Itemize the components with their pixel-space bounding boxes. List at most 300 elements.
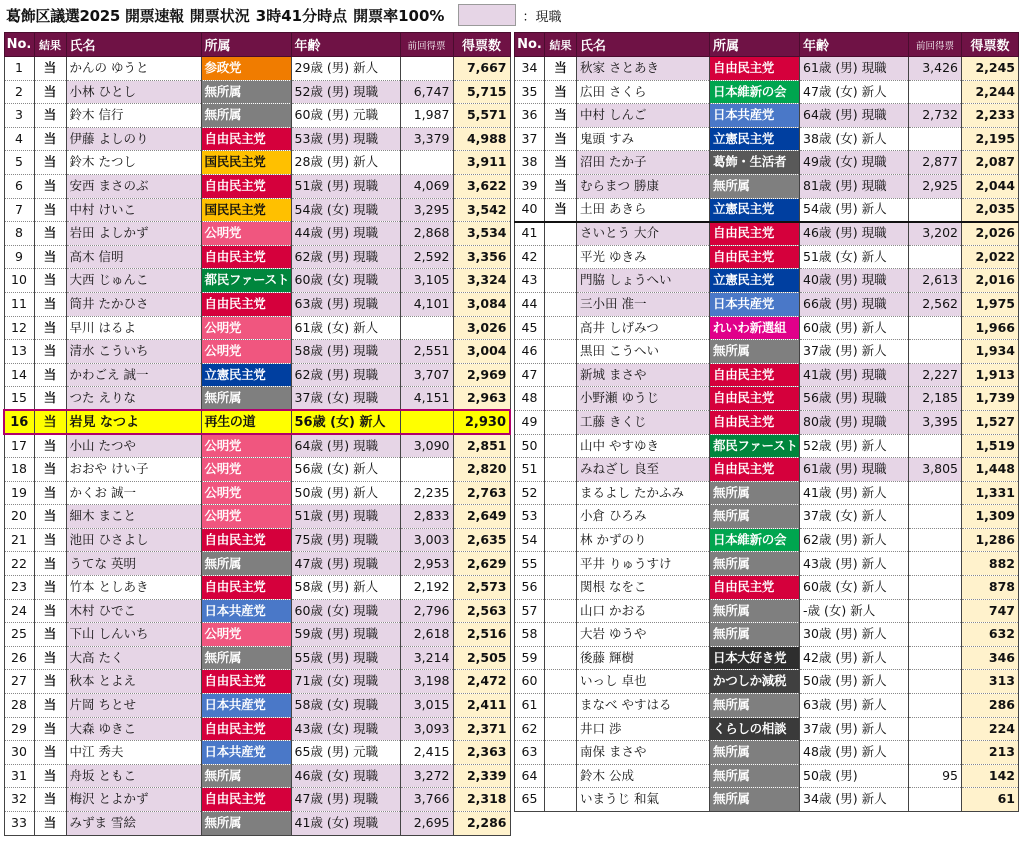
party-label: 自由民主党 bbox=[201, 788, 291, 812]
vote-count: 346 bbox=[962, 646, 1019, 670]
result-mark: 当 bbox=[34, 576, 66, 600]
candidate-row bbox=[515, 528, 1019, 552]
candidate-row bbox=[4, 646, 510, 670]
results-table-right bbox=[514, 32, 1019, 812]
vote-count: 313 bbox=[962, 670, 1019, 694]
age-status: 52歳 (男) 新人 bbox=[800, 434, 909, 458]
candidate-name: 後藤 輝樹 bbox=[577, 646, 710, 670]
previous-votes: 4,069 bbox=[400, 174, 453, 198]
candidate-row bbox=[4, 80, 510, 104]
candidate-row bbox=[4, 694, 510, 718]
candidate-row bbox=[515, 410, 1019, 434]
row-number: 6 bbox=[4, 174, 34, 198]
row-number: 39 bbox=[515, 174, 545, 198]
result-mark bbox=[545, 292, 577, 316]
vote-count: 878 bbox=[962, 576, 1019, 600]
row-number: 59 bbox=[515, 646, 545, 670]
previous-votes bbox=[909, 552, 962, 576]
candidate-row bbox=[515, 340, 1019, 364]
result-mark: 当 bbox=[545, 104, 577, 128]
candidate-row bbox=[515, 623, 1019, 647]
party-label: 日本共産党 bbox=[201, 741, 291, 765]
row-number: 58 bbox=[515, 623, 545, 647]
candidate-name: かくお 誠一 bbox=[66, 481, 201, 505]
result-mark: 当 bbox=[34, 694, 66, 718]
vote-count: 2,371 bbox=[453, 717, 510, 741]
result-mark: 当 bbox=[34, 670, 66, 694]
candidate-name: 高木 信明 bbox=[66, 245, 201, 269]
candidate-name: 鬼頭 すみ bbox=[577, 127, 710, 151]
candidate-name: 小倉 ひろみ bbox=[577, 505, 710, 529]
candidate-name: 木村 ひでこ bbox=[66, 599, 201, 623]
party-label: 無所属 bbox=[710, 340, 800, 364]
row-number: 49 bbox=[515, 410, 545, 434]
age-status: 51歳 (男) 現職 bbox=[291, 174, 400, 198]
row-number: 41 bbox=[515, 222, 545, 246]
age-status: 60歳 (女) 新人 bbox=[800, 576, 909, 600]
result-mark bbox=[545, 646, 577, 670]
previous-votes: 3,707 bbox=[400, 363, 453, 387]
candidate-name: 大高 たく bbox=[66, 646, 201, 670]
party-label: 無所属 bbox=[710, 694, 800, 718]
age-status: 47歳 (男) 現職 bbox=[291, 788, 400, 812]
col-age: 年齢 bbox=[800, 33, 909, 57]
report-header bbox=[0, 0, 1024, 30]
previous-votes bbox=[909, 245, 962, 269]
candidate-name: 土田 あきら bbox=[577, 198, 710, 222]
candidate-name: 工藤 きくじ bbox=[577, 410, 710, 434]
party-label: 公明党 bbox=[201, 222, 291, 246]
vote-count: 747 bbox=[962, 599, 1019, 623]
party-label: 自由民主党 bbox=[201, 127, 291, 151]
candidate-name: 秋本 とよえ bbox=[66, 670, 201, 694]
party-label: 立憲民主党 bbox=[710, 269, 800, 293]
vote-count: 2,245 bbox=[962, 57, 1019, 81]
age-status: 43歳 (女) 現職 bbox=[291, 717, 400, 741]
row-number: 23 bbox=[4, 576, 34, 600]
party-label: 日本共産党 bbox=[201, 599, 291, 623]
candidate-row bbox=[4, 57, 510, 81]
candidate-row bbox=[515, 458, 1019, 482]
candidate-row bbox=[515, 481, 1019, 505]
previous-votes: 2,618 bbox=[400, 623, 453, 647]
candidate-row bbox=[4, 410, 510, 434]
party-label: 自由民主党 bbox=[710, 576, 800, 600]
party-label: 立憲民主党 bbox=[710, 198, 800, 222]
candidate-row bbox=[515, 245, 1019, 269]
row-number: 42 bbox=[515, 245, 545, 269]
result-mark bbox=[545, 717, 577, 741]
age-status: 62歳 (男) 現職 bbox=[291, 245, 400, 269]
party-label: 無所属 bbox=[710, 174, 800, 198]
candidate-name: 伊藤 よしのり bbox=[66, 127, 201, 151]
row-number: 62 bbox=[515, 717, 545, 741]
candidate-row bbox=[515, 694, 1019, 718]
party-label: 自由民主党 bbox=[710, 222, 800, 246]
vote-count: 2,363 bbox=[453, 741, 510, 765]
previous-votes bbox=[909, 741, 962, 765]
row-number: 12 bbox=[4, 316, 34, 340]
previous-votes: 3,105 bbox=[400, 269, 453, 293]
party-label: かつしか減税 bbox=[710, 670, 800, 694]
candidate-row bbox=[4, 623, 510, 647]
party-label: 公明党 bbox=[201, 505, 291, 529]
result-mark: 当 bbox=[34, 717, 66, 741]
candidate-name: 清水 こういち bbox=[66, 340, 201, 364]
candidate-name: 平光 ゆきみ bbox=[577, 245, 710, 269]
row-number: 55 bbox=[515, 552, 545, 576]
previous-votes bbox=[909, 670, 962, 694]
result-mark: 当 bbox=[34, 646, 66, 670]
candidate-row bbox=[515, 434, 1019, 458]
previous-votes: 2,796 bbox=[400, 599, 453, 623]
candidate-row bbox=[4, 245, 510, 269]
candidate-name: おおや けい子 bbox=[66, 458, 201, 482]
candidate-name: いまうじ 和氣 bbox=[577, 788, 710, 812]
party-label: 公明党 bbox=[201, 434, 291, 458]
candidate-name: みずま 雪絵 bbox=[66, 812, 201, 836]
vote-count: 2,573 bbox=[453, 576, 510, 600]
vote-count: 213 bbox=[962, 741, 1019, 765]
age-status: 71歳 (女) 現職 bbox=[291, 670, 400, 694]
previous-votes: 2,562 bbox=[909, 292, 962, 316]
row-number: 25 bbox=[4, 623, 34, 647]
candidate-name: 下山 しんいち bbox=[66, 623, 201, 647]
table-header-row bbox=[515, 33, 1019, 57]
party-label: 公明党 bbox=[201, 316, 291, 340]
candidate-row bbox=[515, 505, 1019, 529]
vote-count: 2,286 bbox=[453, 812, 510, 836]
result-mark: 当 bbox=[34, 552, 66, 576]
party-label: 自由民主党 bbox=[201, 174, 291, 198]
row-number: 11 bbox=[4, 292, 34, 316]
candidate-row bbox=[4, 104, 510, 128]
previous-votes: 2,613 bbox=[909, 269, 962, 293]
candidate-name: 細木 まこと bbox=[66, 505, 201, 529]
candidate-row bbox=[4, 481, 510, 505]
party-label: 自由民主党 bbox=[710, 57, 800, 81]
party-label: れいわ新選組 bbox=[710, 316, 800, 340]
col-no: No. bbox=[4, 33, 34, 57]
vote-count: 2,820 bbox=[453, 458, 510, 482]
candidate-row bbox=[515, 57, 1019, 81]
candidate-row bbox=[4, 151, 510, 175]
candidate-name: 中村 しんご bbox=[577, 104, 710, 128]
candidate-row bbox=[515, 174, 1019, 198]
age-status: 28歳 (男) 新人 bbox=[291, 151, 400, 175]
row-number: 14 bbox=[4, 363, 34, 387]
party-label: 自由民主党 bbox=[201, 528, 291, 552]
result-mark bbox=[545, 764, 577, 788]
row-number: 16 bbox=[4, 410, 34, 434]
row-number: 37 bbox=[515, 127, 545, 151]
vote-count: 2,233 bbox=[962, 104, 1019, 128]
age-status: 34歳 (男) 新人 bbox=[800, 788, 909, 812]
result-mark: 当 bbox=[34, 599, 66, 623]
candidate-name: 池田 ひさよし bbox=[66, 528, 201, 552]
candidate-row bbox=[4, 764, 510, 788]
vote-count: 2,851 bbox=[453, 434, 510, 458]
result-mark: 当 bbox=[34, 741, 66, 765]
count-rate: 開票率100% bbox=[353, 6, 445, 25]
col-result: 結果 bbox=[34, 33, 66, 57]
result-mark bbox=[545, 458, 577, 482]
age-status: 51歳 (女) 新人 bbox=[800, 245, 909, 269]
incumbent-legend-label: ：現職 bbox=[522, 9, 562, 25]
row-number: 2 bbox=[4, 80, 34, 104]
previous-votes: 2,877 bbox=[909, 151, 962, 175]
result-mark bbox=[545, 552, 577, 576]
result-mark bbox=[545, 788, 577, 812]
candidate-row bbox=[515, 222, 1019, 246]
result-mark: 当 bbox=[34, 505, 66, 529]
results-table-left bbox=[3, 32, 511, 836]
vote-count: 5,715 bbox=[453, 80, 510, 104]
row-number: 57 bbox=[515, 599, 545, 623]
result-mark bbox=[545, 576, 577, 600]
party-label: 国民民主党 bbox=[201, 198, 291, 222]
previous-votes bbox=[909, 717, 962, 741]
party-label: 参政党 bbox=[201, 57, 291, 81]
age-status: 63歳 (男) 現職 bbox=[291, 292, 400, 316]
row-number: 43 bbox=[515, 269, 545, 293]
vote-count: 2,026 bbox=[962, 222, 1019, 246]
vote-count: 1,286 bbox=[962, 528, 1019, 552]
candidate-row bbox=[4, 316, 510, 340]
row-number: 3 bbox=[4, 104, 34, 128]
candidate-row bbox=[515, 104, 1019, 128]
age-status: 41歳 (男) 新人 bbox=[800, 481, 909, 505]
row-number: 28 bbox=[4, 694, 34, 718]
result-mark: 当 bbox=[34, 528, 66, 552]
previous-votes bbox=[909, 481, 962, 505]
candidate-name: 黒田 こうへい bbox=[577, 340, 710, 364]
previous-votes bbox=[909, 623, 962, 647]
result-mark: 当 bbox=[34, 458, 66, 482]
row-number: 22 bbox=[4, 552, 34, 576]
previous-votes: 3,295 bbox=[400, 198, 453, 222]
previous-votes bbox=[909, 434, 962, 458]
age-status: 63歳 (男) 新人 bbox=[800, 694, 909, 718]
candidate-row bbox=[515, 316, 1019, 340]
previous-votes bbox=[909, 316, 962, 340]
result-mark: 当 bbox=[34, 316, 66, 340]
col-party: 所属 bbox=[710, 33, 800, 57]
result-mark: 当 bbox=[34, 623, 66, 647]
party-label: 自由民主党 bbox=[710, 245, 800, 269]
candidate-name: 大岩 ゆうや bbox=[577, 623, 710, 647]
result-mark: 当 bbox=[34, 481, 66, 505]
candidate-row bbox=[4, 505, 510, 529]
row-number: 21 bbox=[4, 528, 34, 552]
candidate-row bbox=[515, 717, 1019, 741]
age-status: 61歳 (男) 現職 bbox=[800, 57, 909, 81]
candidate-name: かわごえ 誠一 bbox=[66, 363, 201, 387]
row-number: 48 bbox=[515, 387, 545, 411]
age-status: 46歳 (男) 現職 bbox=[800, 222, 909, 246]
candidate-name: 片岡 ちとせ bbox=[66, 694, 201, 718]
col-prev-votes: 前回得票 bbox=[400, 33, 453, 57]
candidate-row bbox=[515, 387, 1019, 411]
vote-count: 2,963 bbox=[453, 387, 510, 411]
result-mark bbox=[545, 269, 577, 293]
row-number: 15 bbox=[4, 387, 34, 411]
vote-count: 2,022 bbox=[962, 245, 1019, 269]
party-label: 無所属 bbox=[710, 552, 800, 576]
row-number: 47 bbox=[515, 363, 545, 387]
candidate-row bbox=[4, 174, 510, 198]
vote-count: 2,505 bbox=[453, 646, 510, 670]
age-status: 58歳 (女) 現職 bbox=[291, 694, 400, 718]
previous-votes: 1,987 bbox=[400, 104, 453, 128]
row-number: 63 bbox=[515, 741, 545, 765]
row-number: 9 bbox=[4, 245, 34, 269]
previous-votes bbox=[909, 80, 962, 104]
result-mark: 当 bbox=[545, 198, 577, 222]
result-mark: 当 bbox=[34, 80, 66, 104]
row-number: 38 bbox=[515, 151, 545, 175]
party-label: 国民民主党 bbox=[201, 151, 291, 175]
candidate-name: 筒井 たかひさ bbox=[66, 292, 201, 316]
row-number: 44 bbox=[515, 292, 545, 316]
vote-count: 7,667 bbox=[453, 57, 510, 81]
age-status: 60歳 (男) 新人 bbox=[800, 316, 909, 340]
row-number: 27 bbox=[4, 670, 34, 694]
candidate-row bbox=[515, 552, 1019, 576]
previous-votes: 3,379 bbox=[400, 127, 453, 151]
party-label: 日本共産党 bbox=[710, 104, 800, 128]
candidate-name: 大西 じゅんこ bbox=[66, 269, 201, 293]
age-status: 61歳 (女) 新人 bbox=[291, 316, 400, 340]
row-number: 36 bbox=[515, 104, 545, 128]
age-status: 51歳 (男) 現職 bbox=[291, 505, 400, 529]
previous-votes: 6,747 bbox=[400, 80, 453, 104]
party-label: 無所属 bbox=[201, 387, 291, 411]
previous-votes: 2,192 bbox=[400, 576, 453, 600]
party-label: 都民ファースト bbox=[710, 434, 800, 458]
row-number: 10 bbox=[4, 269, 34, 293]
candidate-row bbox=[4, 717, 510, 741]
result-mark: 当 bbox=[34, 340, 66, 364]
age-status: 48歳 (男) 新人 bbox=[800, 741, 909, 765]
party-label: 無所属 bbox=[710, 481, 800, 505]
age-status: 30歳 (男) 新人 bbox=[800, 623, 909, 647]
candidate-row bbox=[515, 670, 1019, 694]
vote-count: 2,472 bbox=[453, 670, 510, 694]
result-mark: 当 bbox=[34, 387, 66, 411]
vote-count: 2,339 bbox=[453, 764, 510, 788]
party-label: 公明党 bbox=[201, 340, 291, 364]
candidate-name: 小林 ひとし bbox=[66, 80, 201, 104]
col-no: No. bbox=[515, 33, 545, 57]
candidate-row bbox=[4, 292, 510, 316]
age-status: 80歳 (男) 現職 bbox=[800, 410, 909, 434]
result-mark: 当 bbox=[34, 127, 66, 151]
candidate-name: さいとう 大介 bbox=[577, 222, 710, 246]
vote-count: 1,739 bbox=[962, 387, 1019, 411]
party-label: 自由民主党 bbox=[201, 717, 291, 741]
vote-count: 2,563 bbox=[453, 599, 510, 623]
candidate-name: まるよし たかふみ bbox=[577, 481, 710, 505]
candidate-name: 門脇 しょうへい bbox=[577, 269, 710, 293]
party-label: 公明党 bbox=[201, 481, 291, 505]
candidate-name: いっし 卓也 bbox=[577, 670, 710, 694]
party-label: 自由民主党 bbox=[710, 363, 800, 387]
previous-votes: 3,805 bbox=[909, 458, 962, 482]
age-status: 62歳 (男) 新人 bbox=[800, 528, 909, 552]
candidate-name: つた えりな bbox=[66, 387, 201, 411]
vote-count: 3,004 bbox=[453, 340, 510, 364]
row-number: 51 bbox=[515, 458, 545, 482]
row-number: 13 bbox=[4, 340, 34, 364]
previous-votes: 3,214 bbox=[400, 646, 453, 670]
candidate-name: 安西 まさのぶ bbox=[66, 174, 201, 198]
previous-votes bbox=[400, 151, 453, 175]
row-number: 17 bbox=[4, 434, 34, 458]
previous-votes bbox=[909, 646, 962, 670]
party-label: 無所属 bbox=[201, 764, 291, 788]
party-label: 自由民主党 bbox=[710, 458, 800, 482]
age-status: 37歳 (女) 新人 bbox=[800, 505, 909, 529]
candidate-row bbox=[4, 741, 510, 765]
age-status: 56歳 (女) 新人 bbox=[291, 458, 400, 482]
candidate-row bbox=[515, 764, 1019, 788]
candidate-name: むらまつ 勝康 bbox=[577, 174, 710, 198]
candidate-name: 高井 しげみつ bbox=[577, 316, 710, 340]
candidate-row bbox=[4, 599, 510, 623]
vote-count: 3,026 bbox=[453, 316, 510, 340]
candidate-row bbox=[515, 151, 1019, 175]
previous-votes: 95 bbox=[909, 764, 962, 788]
row-number: 40 bbox=[515, 198, 545, 222]
candidate-row bbox=[515, 269, 1019, 293]
row-number: 45 bbox=[515, 316, 545, 340]
vote-count: 882 bbox=[962, 552, 1019, 576]
result-mark: 当 bbox=[34, 812, 66, 836]
vote-count: 2,629 bbox=[453, 552, 510, 576]
candidate-name: 広田 さくら bbox=[577, 80, 710, 104]
party-label: 自由民主党 bbox=[201, 245, 291, 269]
vote-count: 1,934 bbox=[962, 340, 1019, 364]
party-label: くらしの相談 bbox=[710, 717, 800, 741]
age-status: 41歳 (女) 現職 bbox=[291, 812, 400, 836]
previous-votes: 2,592 bbox=[400, 245, 453, 269]
age-status: 49歳 (女) 現職 bbox=[800, 151, 909, 175]
vote-count: 2,969 bbox=[453, 363, 510, 387]
age-status: -歳 (女) 新人 bbox=[800, 599, 909, 623]
vote-count: 1,966 bbox=[962, 316, 1019, 340]
row-number: 50 bbox=[515, 434, 545, 458]
row-number: 53 bbox=[515, 505, 545, 529]
row-number: 20 bbox=[4, 505, 34, 529]
party-label: 自由民主党 bbox=[201, 576, 291, 600]
age-status: 47歳 (女) 新人 bbox=[800, 80, 909, 104]
vote-count: 2,195 bbox=[962, 127, 1019, 151]
result-mark bbox=[545, 623, 577, 647]
candidate-row bbox=[4, 127, 510, 151]
previous-votes: 2,551 bbox=[400, 340, 453, 364]
party-label: 無所属 bbox=[201, 80, 291, 104]
party-label: 公明党 bbox=[201, 623, 291, 647]
vote-count: 4,988 bbox=[453, 127, 510, 151]
result-mark bbox=[545, 741, 577, 765]
row-number: 5 bbox=[4, 151, 34, 175]
candidate-name: 南保 まさや bbox=[577, 741, 710, 765]
col-age: 年齢 bbox=[291, 33, 400, 57]
previous-votes: 2,953 bbox=[400, 552, 453, 576]
candidate-name: 岩田 よしかず bbox=[66, 222, 201, 246]
row-number: 60 bbox=[515, 670, 545, 694]
